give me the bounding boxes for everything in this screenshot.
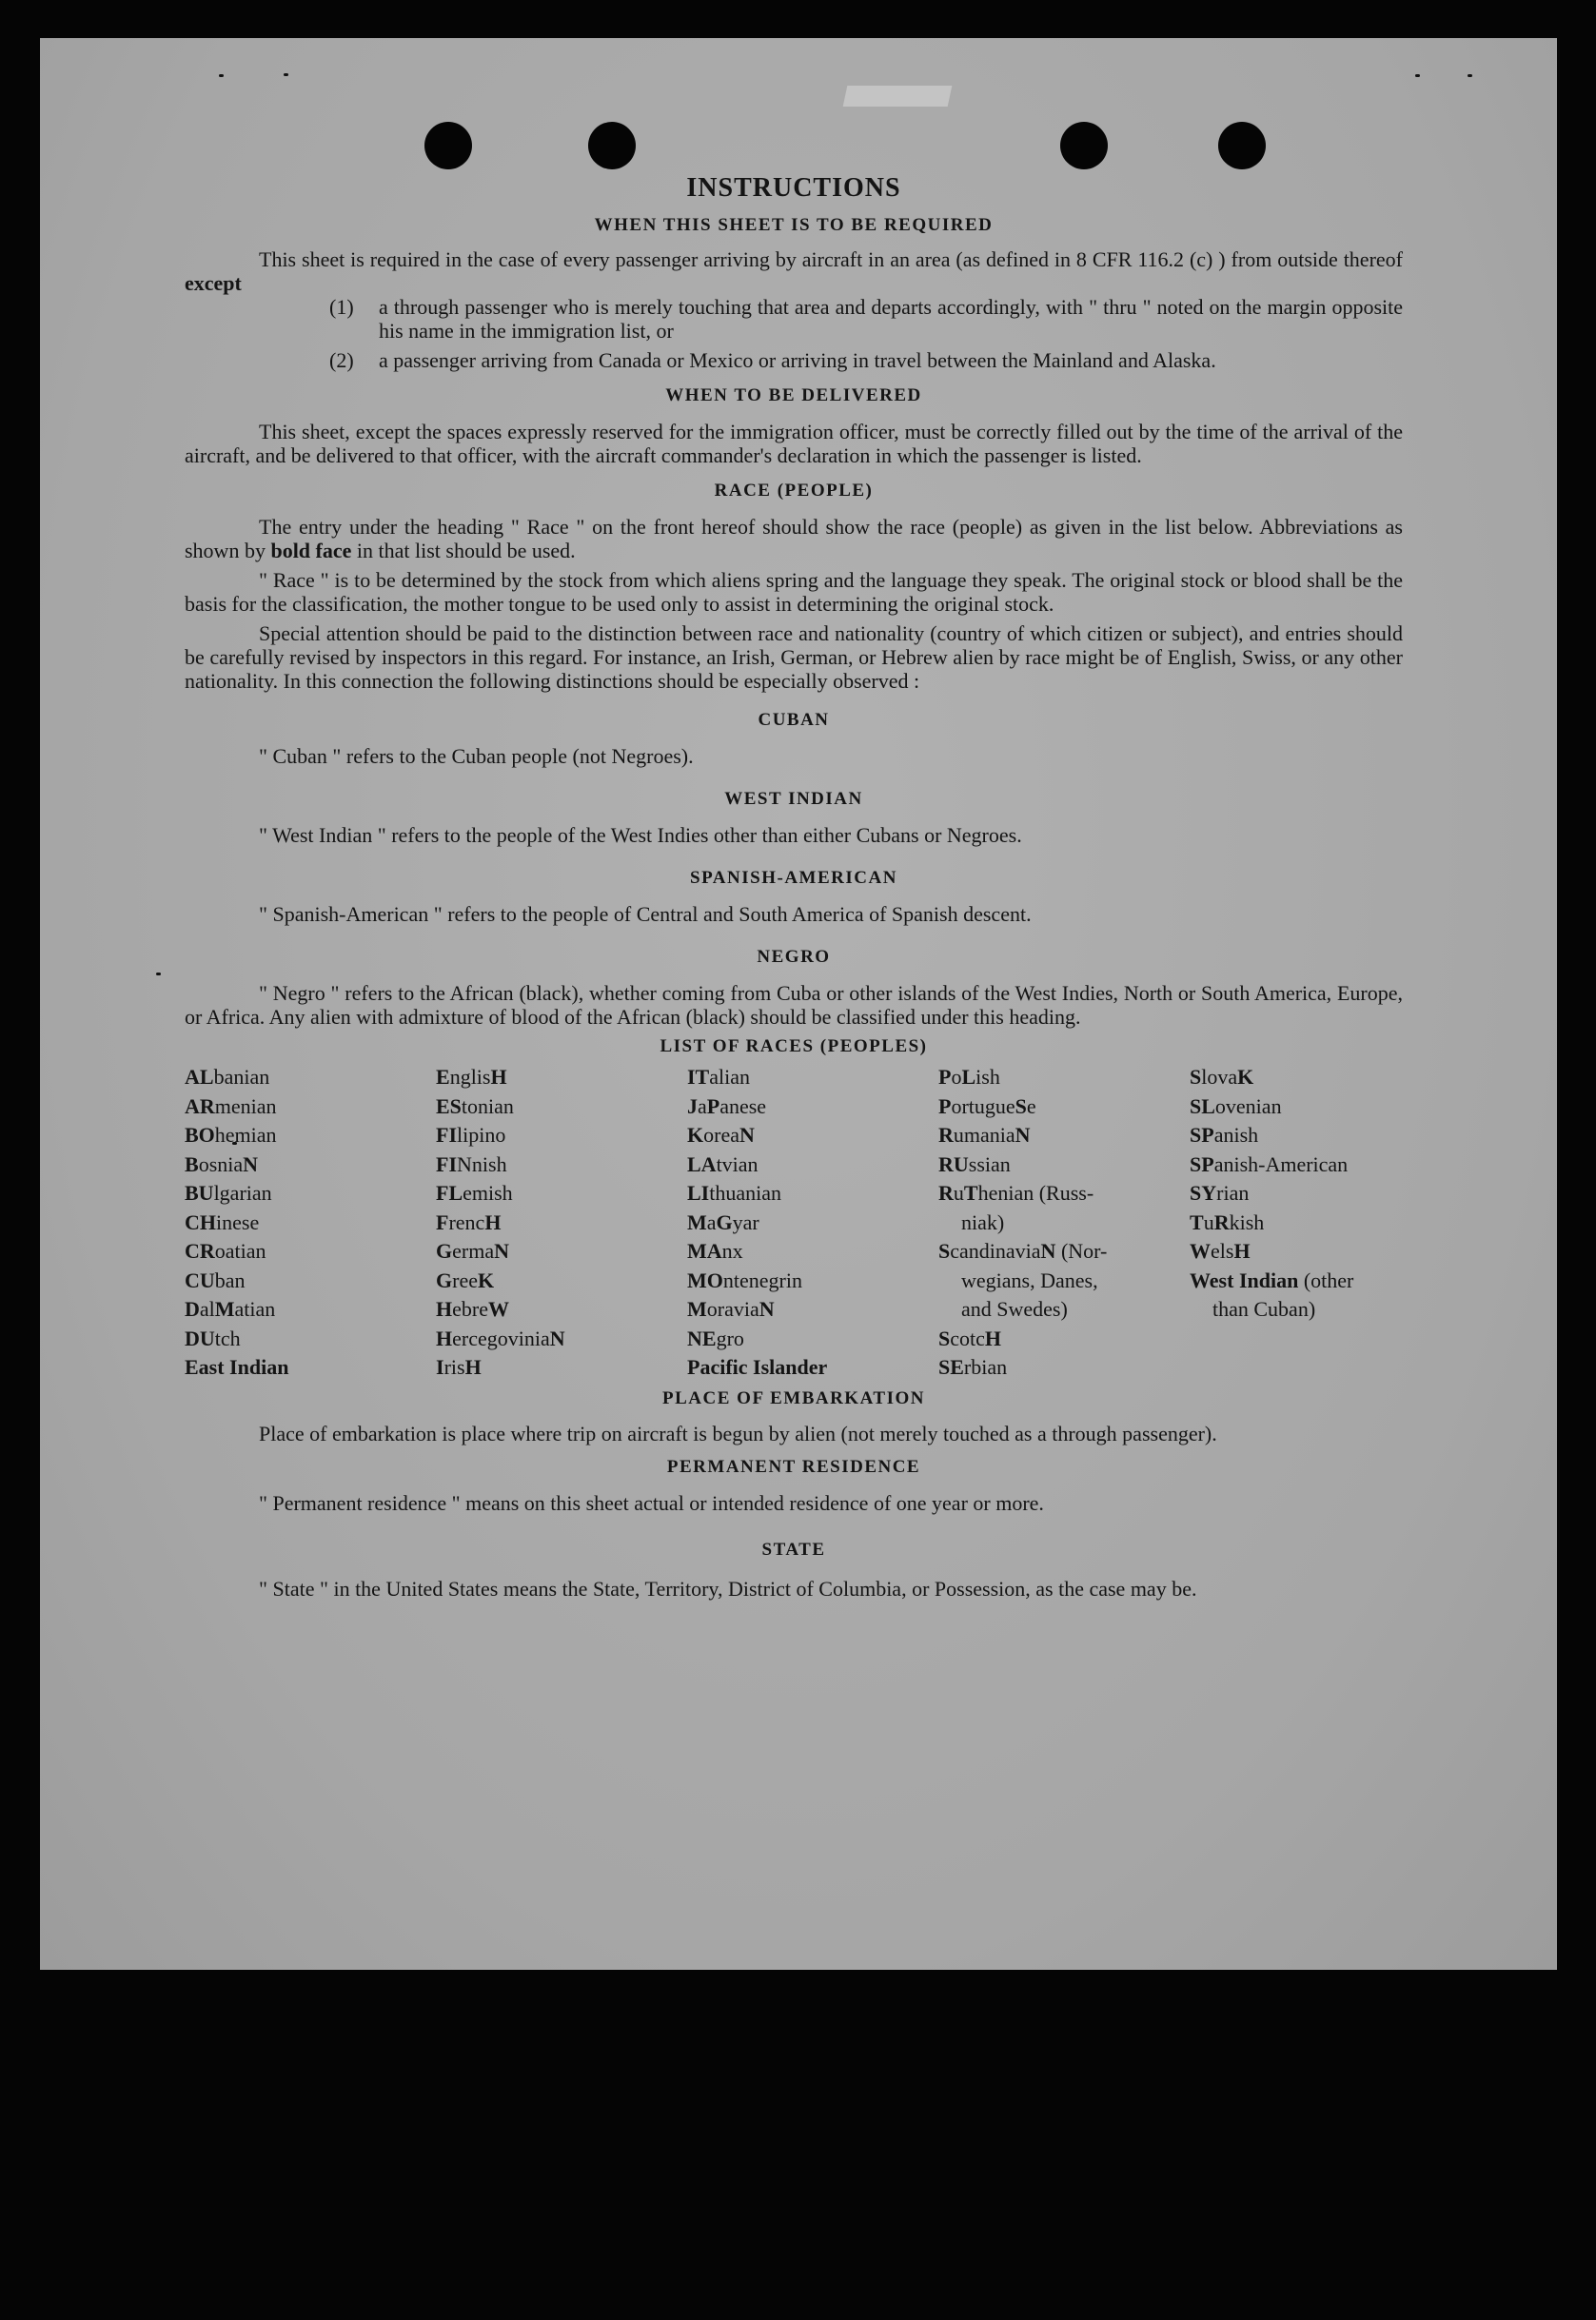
races-column bbox=[938, 1063, 1190, 1383]
paper-tear bbox=[843, 86, 953, 107]
race-entry: and Swedes) bbox=[961, 1297, 1068, 1321]
race-entry: RuThenian (Russ- bbox=[938, 1181, 1094, 1205]
race-entry: ITalian bbox=[687, 1065, 751, 1089]
race-entry: FIlipino bbox=[436, 1123, 506, 1147]
race-entry: SPanish bbox=[1190, 1123, 1259, 1147]
race-entry: CUban bbox=[185, 1268, 246, 1292]
negro-text: " Negro " refers to the African (black), whether coming from Cuba or other islands of the West Indies, North or South America, Europe, or Africa. Any alien with admixture of blood of the African (black) should be classified under this heading. bbox=[185, 981, 1403, 1029]
heading-when-required: WHEN THIS SHEET IS TO BE REQUIRED bbox=[594, 215, 994, 235]
race-entry: LIthuanian bbox=[687, 1181, 782, 1205]
when-delivered-text: This sheet, except the spaces expressly reserved for the immigration officer, must be correctly filled out by the time of the arrival of the aircraft, and be delivered to that officer, with the aircraft commander's declaration in which the passenger is listed. bbox=[185, 420, 1403, 467]
races-column bbox=[1190, 1063, 1399, 1383]
embarkation-text: Place of embarkation is place where trip on aircraft is begun by alien (not merely touched as a through passenger). bbox=[259, 1421, 1217, 1445]
speck bbox=[219, 74, 224, 77]
race-entry: WelsH bbox=[1190, 1239, 1251, 1263]
punch-hole bbox=[424, 122, 472, 169]
race-entry: DUtch bbox=[185, 1326, 241, 1350]
race-entry: BOhemian bbox=[185, 1123, 277, 1147]
page-title: INSTRUCTIONS bbox=[686, 173, 901, 203]
heading-spanish-american: SPANISH-AMERICAN bbox=[690, 868, 897, 888]
race-entry: RUssian bbox=[938, 1151, 1011, 1176]
race-entry: GreeK bbox=[436, 1268, 495, 1292]
speck bbox=[1468, 74, 1472, 77]
punch-hole bbox=[1060, 122, 1108, 169]
punch-hole bbox=[588, 122, 636, 169]
races-column bbox=[687, 1063, 938, 1383]
race-entry: SPanish-American bbox=[1190, 1151, 1349, 1176]
race-entry: than Cuban) bbox=[1212, 1297, 1316, 1321]
race-entry: niak) bbox=[961, 1209, 1005, 1234]
spanish-american-text: " Spanish-American " refers to the people of Central and South America of Spanish descent. bbox=[259, 902, 1032, 926]
heading-when-delivered: WHEN TO BE DELIVERED bbox=[665, 385, 922, 405]
race-entry: EnglisH bbox=[436, 1065, 507, 1089]
race-entry: EStonian bbox=[436, 1093, 514, 1118]
heading-cuban: CUBAN bbox=[758, 710, 830, 730]
speck bbox=[156, 973, 161, 975]
instructions-content bbox=[185, 169, 1403, 1604]
race-paragraph-3: Special attention should be paid to the distinction between race and nationality (country of which citizen or subject), and entries should be carefully revised by inspectors in this regard. For instance, an Irish, German, or Hebrew alien by race might be of English, Swiss, or any other nationality. In this connection the following distinctions should be especially observed : bbox=[185, 621, 1403, 693]
race-entry: CRoatian bbox=[185, 1239, 266, 1263]
race-entry: HebreW bbox=[436, 1297, 509, 1321]
race-entry: IrisH bbox=[436, 1355, 482, 1379]
heading-list-of-races: LIST OF RACES (PEOPLES) bbox=[660, 1036, 928, 1056]
race-entry: RumaniaN bbox=[938, 1123, 1031, 1147]
race-entry: wegians, Danes, bbox=[961, 1268, 1098, 1292]
race-entry: ScandinaviaN (Nor- bbox=[938, 1239, 1108, 1263]
speck bbox=[1415, 74, 1420, 77]
race-entry: MoraviaN bbox=[687, 1297, 775, 1321]
race-entry: NEgro bbox=[687, 1326, 744, 1350]
heading-negro: NEGRO bbox=[757, 947, 831, 967]
race-entry: CHinese bbox=[185, 1209, 260, 1234]
race-entry: JaPanese bbox=[687, 1093, 767, 1118]
race-entry: BosniaN bbox=[185, 1151, 259, 1176]
race-entry: ARmenian bbox=[185, 1093, 277, 1118]
race-entry: SErbian bbox=[938, 1355, 1008, 1379]
race-entry: HercegoviniaN bbox=[436, 1326, 565, 1350]
race-entry: MaGyar bbox=[687, 1209, 759, 1234]
race-entry: LAtvian bbox=[687, 1151, 759, 1176]
state-text: " State " in the United States means the State, Territory, District of Columbia, or Possession, as the case may be. bbox=[259, 1576, 1197, 1601]
race-entry: SlovaK bbox=[1190, 1065, 1254, 1089]
races-column bbox=[436, 1063, 687, 1383]
race-entry: ALbanian bbox=[185, 1065, 270, 1089]
residence-text: " Permanent residence " means on this sheet actual or intended residence of one year or more. bbox=[259, 1490, 1044, 1515]
race-entry: DalMatian bbox=[185, 1297, 276, 1321]
heading-state: STATE bbox=[761, 1539, 826, 1560]
race-entry: Pacific Islander bbox=[687, 1355, 828, 1379]
west-indian-text: " West Indian " refers to the people of the West Indies other than either Cubans or Negroes. bbox=[259, 823, 1022, 847]
race-entry: SYrian bbox=[1190, 1181, 1250, 1205]
race-entry: FLemish bbox=[436, 1181, 513, 1205]
race-paragraph-1: The entry under the heading " Race " on the front hereof should show the race (people) as given in the list below. Abbreviations as shown by bold face in that list should be used. bbox=[185, 515, 1403, 562]
race-entry: West Indian (other bbox=[1190, 1268, 1354, 1292]
race-entry: ScotcH bbox=[938, 1326, 1002, 1350]
race-entry: FINnish bbox=[436, 1151, 507, 1176]
speck bbox=[284, 73, 288, 76]
punch-hole bbox=[1218, 122, 1266, 169]
heading-race: RACE (PEOPLE) bbox=[714, 481, 874, 501]
heading-residence: PERMANENT RESIDENCE bbox=[666, 1456, 921, 1477]
race-entry: PoLish bbox=[938, 1065, 1000, 1089]
race-entry: BUlgarian bbox=[185, 1181, 272, 1205]
races-list bbox=[185, 1063, 1403, 1383]
race-entry: KoreaN bbox=[687, 1123, 755, 1147]
race-paragraph-2: " Race " is to be determined by the stock from which aliens spring and the language they speak. The original stock or blood shall be the basis for the classification, the mother tongue to be used only to assist in determining the original stock. bbox=[185, 568, 1403, 616]
race-entry: SLovenian bbox=[1190, 1093, 1282, 1118]
race-entry: GermaN bbox=[436, 1239, 509, 1263]
race-entry: TuRkish bbox=[1190, 1209, 1265, 1234]
race-entry: FrencH bbox=[436, 1209, 502, 1234]
race-entry: PortugueSe bbox=[938, 1093, 1036, 1118]
race-entry: East Indian bbox=[185, 1355, 289, 1379]
heading-west-indian: WEST INDIAN bbox=[724, 789, 863, 809]
cuban-text: " Cuban " refers to the Cuban people (not Negroes). bbox=[259, 744, 694, 768]
exception-item-1: (1) a through passenger who is merely touching that area and departs accordingly, with " thru " noted on the margin opposite his name in the immigration list, or bbox=[329, 295, 1403, 343]
races-column bbox=[185, 1063, 436, 1383]
exception-item-2: (2) a passenger arriving from Canada or Mexico or arriving in travel between the Mainland and Alaska. bbox=[329, 348, 1216, 372]
when-required-intro: This sheet is required in the case of every passenger arriving by aircraft in an area (as defined in 8 CFR 116.2 (c) ) from outside thereof except bbox=[185, 247, 1403, 295]
race-entry: MAnx bbox=[687, 1239, 743, 1263]
race-entry: MOntenegrin bbox=[687, 1268, 802, 1292]
heading-embarkation: PLACE OF EMBARKATION bbox=[662, 1387, 925, 1408]
